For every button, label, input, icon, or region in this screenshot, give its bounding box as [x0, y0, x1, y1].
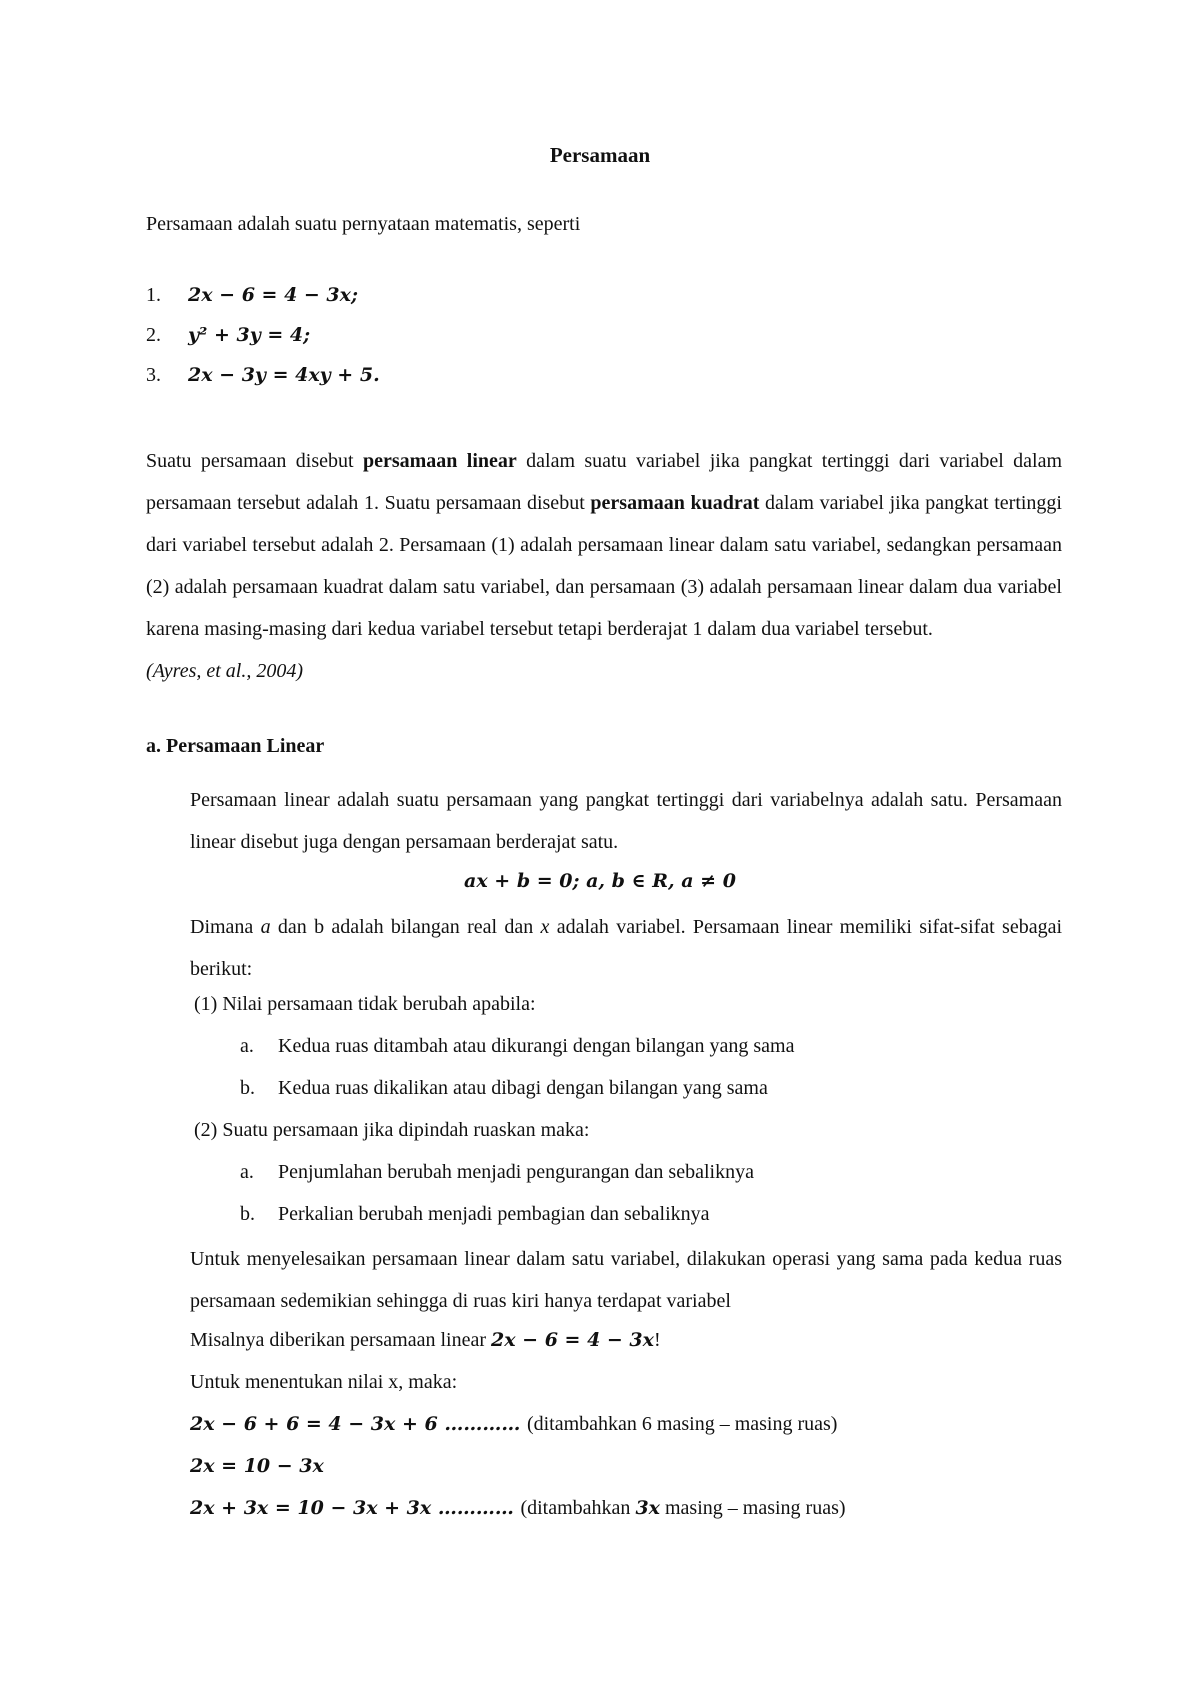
paragraph-text: dalam variabel jika pangkat tertinggi dari variabel tersebut adalah 2. Persamaan (1) adalah persamaan linear dalam satu variabel, sedangkan persamaan (2) adalah persamaan kuadrat dalam satu variabel, dan persamaan (3) adalah persamaan linear dalam dua variabel karena masing-masing dari kedua variabel tersebut tetapi berderajat 1 dalam dua variabel tersebut.: [146, 492, 1062, 640]
section-definition: Persamaan linear adalah suatu persamaan yang pangkat tertinggi dari variabelnya adalah satu. Persamaan linear disebut juga dengan persamaan berderajat satu.: [190, 789, 1062, 853]
list-number: 1.: [146, 284, 161, 306]
list-text: Kedua ruas dikalikan atau dibagi dengan bilangan yang sama: [278, 1077, 768, 1099]
paragraph-text: dan b adalah bilangan real dan: [270, 916, 541, 938]
paragraph-text: dalam suatu variabel jika pangkat tertinggi dari variabel dalam persamaan tersebut adalah 1. Suatu persamaan disebut: [146, 450, 1063, 514]
equation: 2x − 6 = 4 − 3x;: [188, 284, 358, 306]
example-line: [190, 1329, 661, 1352]
list-number: 2.: [146, 324, 161, 346]
paragraph-text: !: [653, 1329, 661, 1351]
list-letter: b.: [240, 1203, 255, 1225]
list-letter: a.: [240, 1161, 254, 1183]
paragraph-text: Misalnya diberikan persamaan linear: [190, 1329, 491, 1351]
list-number: 3.: [146, 364, 161, 386]
where-text: [190, 906, 1062, 990]
equation: 2x − 3y = 4xy + 5.: [188, 364, 380, 386]
example-equation: 2x − 6 = 4 − 3x: [491, 1329, 654, 1351]
step-equation: 2x + 3x = 10 − 3x + 3x …………: [190, 1497, 521, 1519]
list-item: [146, 284, 380, 324]
property-2: (2) Suatu persamaan jika dipindah ruaskan maka:: [194, 1119, 590, 1141]
step-equation: 2x − 6 + 6 = 4 − 3x + 6 …………: [190, 1413, 527, 1435]
step-2: [190, 1455, 324, 1478]
list-item: [146, 364, 380, 404]
general-form-equation: ax + b = 0; a, b ∈ R, a ≠ 0: [464, 870, 736, 892]
list-letter: a.: [240, 1035, 254, 1057]
step-note: (ditambahkan 6 masing – masing ruas): [526, 1413, 838, 1435]
step-equation: 2x = 10 − 3x: [190, 1455, 324, 1477]
intro-text: Persamaan adalah suatu pernyataan matematis, seperti: [146, 213, 581, 235]
step-note-equation: 3x: [635, 1497, 660, 1519]
step-note: masing – masing ruas): [660, 1497, 846, 1519]
list-text: Penjumlahan berubah menjadi pengurangan dan sebaliknya: [278, 1161, 754, 1183]
variable-a: a: [260, 916, 271, 938]
definition-paragraph: [146, 440, 1062, 692]
term-linear: persamaan linear: [362, 450, 517, 472]
citation: (Ayres, et al., 2004): [146, 660, 304, 682]
list-item: [240, 1161, 754, 1184]
variable-x: x: [540, 916, 550, 938]
step-1: [190, 1413, 837, 1436]
section-heading: a. Persamaan Linear: [146, 735, 325, 757]
solve-paragraph: Untuk menyelesaikan persamaan linear dalam satu variabel, dilakukan operasi yang sama pada kedua ruas persamaan sedemikian sehingga di ruas kiri hanya terdapat variabel: [190, 1248, 1062, 1312]
property-1: (1) Nilai persamaan tidak berubah apabila:: [194, 993, 536, 1015]
term-quadratic: persamaan kuadrat: [590, 492, 760, 514]
list-text: Perkalian berubah menjadi pembagian dan sebaliknya: [278, 1203, 710, 1225]
step-note: (ditambahkan: [520, 1497, 636, 1519]
list-item: [240, 1203, 710, 1226]
list-item: [240, 1077, 768, 1100]
list-letter: b.: [240, 1077, 255, 1099]
paragraph-text: Dimana: [190, 916, 261, 938]
paragraph-text: Suatu persamaan disebut: [146, 450, 363, 472]
list-item: [146, 324, 380, 364]
list-item: [240, 1035, 795, 1058]
equation: y² + 3y = 4;: [188, 324, 311, 346]
equation-list: [146, 284, 380, 404]
step-3: [190, 1497, 846, 1520]
list-text: Kedua ruas ditambah atau dikurangi dengan bilangan yang sama: [278, 1035, 795, 1057]
paragraph-text: adalah variabel. Persamaan linear memiliki sifat-sifat sebagai berikut:: [190, 916, 1063, 980]
find-x-text: Untuk menentukan nilai x, maka:: [190, 1371, 458, 1393]
page-title: Persamaan: [549, 143, 651, 167]
